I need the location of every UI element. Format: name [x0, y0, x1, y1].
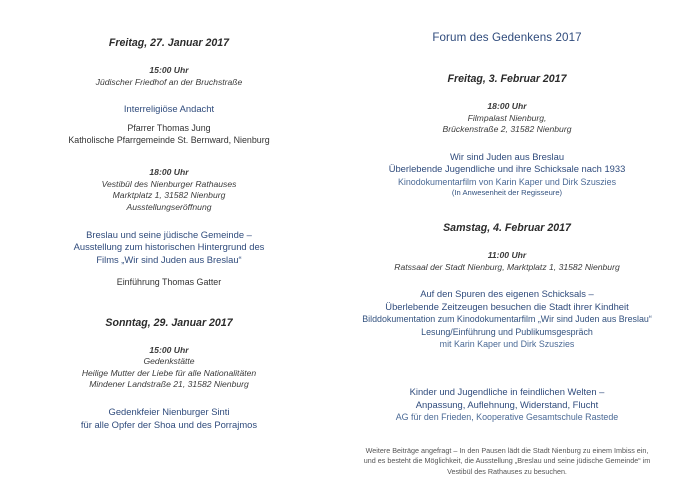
event-sub-line: Katholische Pfarrgemeinde St. Bernward, Nienburg	[68, 134, 270, 145]
event-venue-line: Ausstellungseröffnung	[126, 201, 212, 212]
event-entry	[22, 345, 316, 432]
footnote-line: und es besteht die Möglichkeit, die Ausstellung „Breslau und seine jüdische Gemeinde“ im	[363, 456, 651, 466]
event-time: 15:00 Uhr	[149, 65, 189, 75]
event-note: (In Anwesenheit der Regisseure)	[451, 188, 563, 198]
day-heading: Freitag, 3. Februar 2017	[447, 72, 567, 85]
event-venue-line: Vestibül des Nienburger Rathauses	[101, 178, 237, 189]
event-title-line: Gedenkfeier Nienburger Sinti	[108, 405, 230, 417]
event-title-line: Breslau und seine jüdische Gemeinde –	[86, 228, 252, 240]
event-time: 11:00 Uhr	[487, 250, 527, 261]
entry-gap	[360, 350, 654, 371]
event-entry	[360, 250, 654, 350]
event-title-gap	[360, 371, 654, 386]
day-heading: Samstag, 4. Februar 2017	[443, 222, 571, 235]
event-venue-line: Gedenkstätte	[143, 356, 195, 367]
event-title-line: für alle Opfer der Shoa und des Porrajmos	[80, 418, 258, 430]
right-column	[338, 0, 676, 477]
event-venue-line: Filmpalast Nienburg,	[467, 112, 547, 123]
event-venue-line: Ratssaal der Stadt Nienburg, Marktplatz 1, 31582 Nienburg	[394, 261, 620, 272]
event-time: 18:00 Uhr	[487, 100, 527, 111]
event-title-gap	[360, 136, 654, 151]
day-group	[22, 316, 316, 432]
event-sub-line: Pfarrer Thomas Jung	[127, 122, 211, 133]
event-title-line: Interreligiöse Andacht	[123, 103, 215, 115]
event-title-line: Kinder und Jugendliche in feindlichen Welten –	[409, 386, 605, 398]
day-group	[360, 221, 654, 423]
event-title-gap	[360, 273, 654, 288]
footnote-line: Weitere Beiträge angefragt – In den Pausen lädt die Stadt Nienburg zu einem Imbiss ein,	[365, 445, 649, 455]
day-group	[360, 72, 654, 199]
footnote-line: Vestibül des Rathauses zu besuchen.	[447, 466, 567, 476]
event-sub-line: AG für den Frieden, Kooperative Gesamtschule Rastede	[395, 412, 619, 423]
event-venue-line: Brückenstraße 2, 31582 Nienburg	[442, 124, 572, 135]
day-heading: Freitag, 27. Januar 2017	[108, 37, 230, 49]
event-title-line: Überlebende Zeitzeugen besuchen die Stadt ihrer Kindheit	[385, 300, 629, 312]
event-sub-line: mit Karin Kaper und Dirk Szuszies	[439, 338, 575, 349]
event-entry	[22, 65, 316, 146]
day-group	[22, 36, 316, 289]
event-sub-gap	[22, 266, 316, 276]
event-sub-line: Lesung/Einführung und Publikumsgespräch	[421, 326, 593, 337]
event-time: 18:00 Uhr	[149, 167, 189, 178]
day-gap	[360, 199, 654, 221]
event-title-line: Auf den Spuren des eigenen Schicksals –	[420, 288, 594, 300]
page-title: Forum des Gedenkens 2017	[432, 31, 582, 44]
event-time: 15:00 Uhr	[149, 344, 189, 355]
event-entry	[22, 167, 316, 288]
event-title-line: Überlebende Jugendliche und ihre Schicksale nach 1933	[388, 163, 626, 175]
day-heading: Sonntag, 29. Januar 2017	[105, 316, 233, 329]
entry-gap	[22, 146, 316, 167]
event-sub-line: Kinodokumentarfilm von Karin Kaper und Dirk Szuszies	[397, 176, 617, 187]
event-title-gap	[22, 88, 316, 103]
footnote-block	[360, 446, 654, 477]
event-title-line: Wir sind Juden aus Breslau	[449, 150, 565, 162]
day-heading-gap	[22, 330, 316, 345]
event-entry	[360, 371, 654, 423]
event-title-gap	[22, 214, 316, 229]
day-gap	[22, 289, 316, 316]
event-sub-line: Bilddokumentation zum Kinodokumentarfilm „Wir sind Juden aus Breslau“	[362, 314, 652, 325]
event-title-line: Anpassung, Auflehnung, Widerstand, Flucht	[415, 398, 599, 410]
event-entry	[360, 101, 654, 199]
event-sub-line: Einführung Thomas Gatter	[116, 277, 222, 288]
day-heading-gap	[22, 50, 316, 65]
day-heading-gap	[360, 235, 654, 250]
event-title-line: Ausstellung zum historischen Hintergrund des	[73, 241, 265, 253]
event-venue-line: Mindener Landstraße 21, 31582 Nienburg	[89, 379, 249, 390]
footnote-gap	[360, 423, 654, 445]
event-title-line: Films „Wir sind Juden aus Breslau“	[96, 253, 242, 265]
event-title-gap	[22, 391, 316, 406]
event-venue-line: Jüdischer Friedhof an der Bruchstraße	[95, 76, 243, 87]
event-venue-line: Heilige Mutter der Liebe für alle Nationalitäten	[81, 367, 257, 378]
event-venue-line: Marktplatz 1, 31582 Nienburg	[112, 190, 226, 201]
day-heading-gap	[360, 86, 654, 101]
